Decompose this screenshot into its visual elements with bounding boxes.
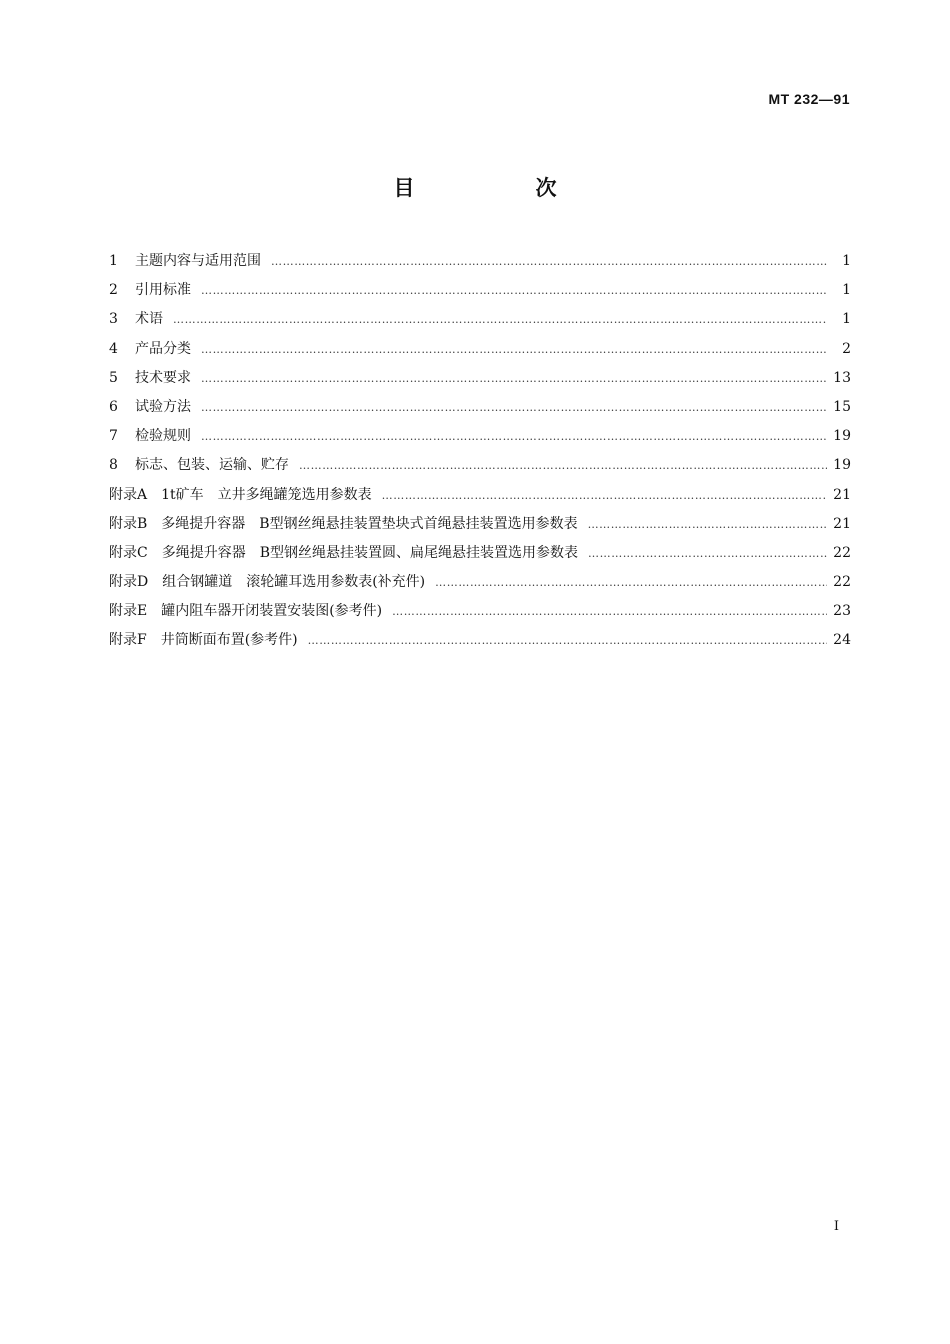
- toc-entry-number: 8: [109, 457, 118, 474]
- table-of-contents: [109, 250, 851, 659]
- toc-entry-3[interactable]: [109, 308, 851, 337]
- dot-leader: [201, 343, 827, 356]
- toc-appendix-c[interactable]: [109, 542, 851, 571]
- toc-entry-label: 引用标准: [135, 282, 191, 299]
- dot-leader: [201, 430, 827, 443]
- dot-leader: [588, 518, 827, 531]
- toc-entry-page: 2: [842, 340, 851, 357]
- toc-entry-label: 附录E 罐内阻车器开闭装置安装图(参考件): [109, 603, 383, 620]
- toc-entry-number: 2: [109, 282, 118, 299]
- toc-entry-number: 5: [109, 369, 118, 386]
- toc-entry-number: 3: [109, 311, 118, 328]
- toc-appendix-a[interactable]: [109, 484, 851, 513]
- toc-entry-page: 19: [833, 457, 851, 474]
- dot-leader: [392, 605, 827, 618]
- toc-entry-number: 7: [109, 428, 118, 445]
- toc-entry-page: 23: [833, 603, 851, 620]
- toc-entry-label: 附录D 组合钢罐道 滚轮罐耳选用参数表(补充件): [109, 574, 426, 591]
- toc-appendix-e[interactable]: [109, 600, 851, 629]
- dot-leader: [435, 576, 827, 589]
- toc-entry-1[interactable]: [109, 250, 851, 279]
- toc-entry-page: 22: [833, 544, 851, 561]
- toc-entry-label: 标志、包装、运输、贮存: [135, 457, 289, 474]
- toc-entry-page: 1: [842, 282, 851, 299]
- dot-leader: [299, 459, 827, 472]
- dot-leader: [201, 372, 827, 385]
- toc-entry-7[interactable]: [109, 425, 851, 454]
- toc-entry-label: 附录B 多绳提升容器 B型钢丝绳悬挂装置垫块式首绳悬挂装置选用参数表: [109, 515, 578, 532]
- toc-entry-label: 主题内容与适用范围: [135, 253, 261, 269]
- toc-entry-label: 试验方法: [135, 398, 191, 415]
- toc-entry-number: 4: [109, 340, 118, 357]
- toc-entry-6[interactable]: [109, 396, 851, 425]
- dot-leader: [201, 284, 827, 297]
- toc-entry-label: 检验规则: [135, 428, 191, 445]
- toc-entry-page: 19: [833, 428, 851, 445]
- toc-entry-page: 15: [833, 398, 851, 415]
- toc-entry-number: 6: [109, 398, 118, 415]
- toc-appendix-d[interactable]: [109, 571, 851, 600]
- toc-entry-label: 附录A 1t矿车 立井多绳罐笼选用参数表: [109, 486, 372, 503]
- toc-entry-page: 1: [842, 311, 851, 328]
- toc-entry-5[interactable]: [109, 367, 851, 396]
- toc-appendix-b[interactable]: [109, 513, 851, 542]
- page-number: I: [833, 1219, 839, 1234]
- toc-entry-4[interactable]: [109, 338, 851, 367]
- dot-leader: [201, 401, 827, 414]
- dot-leader: [271, 255, 827, 268]
- page-title: 目 次: [393, 176, 607, 200]
- toc-entry-label: 术语: [135, 311, 163, 328]
- toc-entry-label: 附录C 多绳提升容器 B型钢丝绳悬挂装置圆、扁尾绳悬挂装置选用参数表: [109, 544, 578, 561]
- dot-leader: [308, 634, 827, 647]
- toc-entry-page: 21: [833, 486, 851, 503]
- dot-leader: [173, 313, 827, 326]
- toc-entry-page: 1: [842, 253, 851, 269]
- toc-entry-page: 13: [833, 369, 851, 386]
- dot-leader: [382, 489, 827, 502]
- toc-entry-page: 22: [833, 574, 851, 591]
- toc-appendix-f[interactable]: [109, 629, 851, 658]
- toc-entry-page: 21: [833, 515, 851, 532]
- toc-entry-2[interactable]: [109, 279, 851, 308]
- toc-entry-label: 技术要求: [135, 369, 191, 386]
- toc-entry-page: 24: [833, 632, 851, 649]
- toc-entry-number: 1: [109, 253, 118, 269]
- dot-leader: [588, 547, 827, 560]
- toc-entry-label: 附录F 井筒断面布置(参考件): [109, 632, 298, 649]
- toc-entry-8[interactable]: [109, 454, 851, 483]
- document-code: MT 232—91: [768, 91, 850, 107]
- toc-entry-label: 产品分类: [135, 340, 191, 357]
